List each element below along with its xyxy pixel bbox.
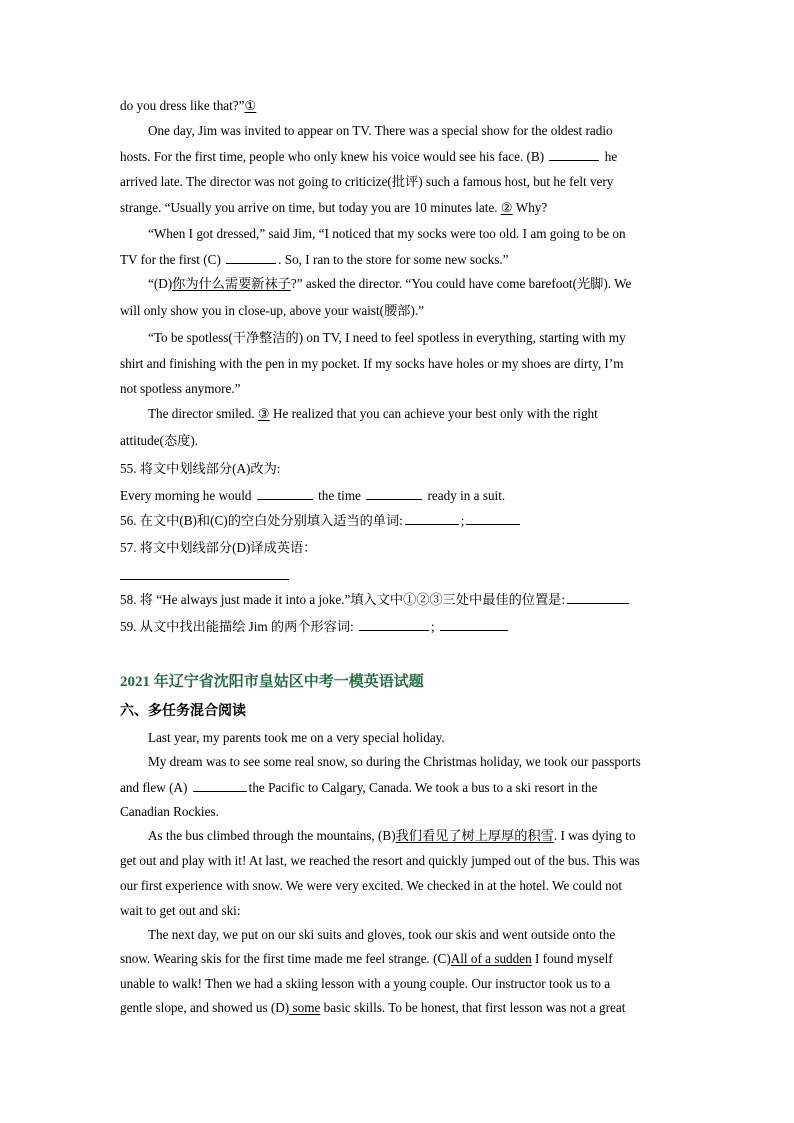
question-55: 55. 将文中划线部分(A)改为: xyxy=(120,461,281,476)
underlined-part-c: All of a sudden xyxy=(450,951,532,966)
passage1-line: arrived late. The director was not going to criticize(批评) such a famous host, but he felt very xyxy=(120,174,614,189)
passage1-line: do you dress like that?”① xyxy=(120,98,257,113)
answer-blank-55-1[interactable] xyxy=(257,487,313,500)
passage1-line: TV for the first (C) . So, I ran to the store for some new socks.” xyxy=(120,252,509,267)
passage2-line: My dream was to see some real snow, so during the Christmas holiday, we took our passports xyxy=(148,754,641,769)
underlined-part-d2: some xyxy=(289,1000,321,1015)
answer-blank-56-1[interactable] xyxy=(405,512,459,525)
answer-blank-59-2[interactable] xyxy=(440,618,508,631)
passage1-line: shirt and finishing with the pen in my pocket. If my socks have holes or my shoes are dirty, I’m xyxy=(120,356,624,371)
blank-marker-2: ② xyxy=(500,200,513,215)
passage1-line: not spotless anymore.” xyxy=(120,381,241,396)
question-55-line: Every morning he would the time ready in a suit. xyxy=(120,488,506,503)
question-57: 57. 将文中划线部分(D)译成英语： xyxy=(120,540,317,555)
passage2-line: and flew (A) the Pacific to Calgary, Canada. We took a bus to a ski resort in the xyxy=(120,780,598,795)
passage2-line: wait to get out and ski: xyxy=(120,903,241,918)
passage1-line: strange. “Usually you arrive on time, but today you are 10 minutes late. ② Why? xyxy=(120,200,548,215)
answer-blank-c[interactable] xyxy=(226,251,276,264)
answer-blank-a[interactable] xyxy=(193,779,247,792)
passage2-line: our first experience with snow. We were very excited. We checked in at the hotel. We could not xyxy=(120,878,623,893)
question-58: 58. 将 “He always just made it into a joke.”填入文中①②③三处中最佳的位置是: xyxy=(120,591,680,608)
answer-blank-58[interactable] xyxy=(567,591,629,604)
passage2-line: gentle slope, and showed us (D) some basic skills. To be honest, that first lesson was not a great xyxy=(120,1000,626,1015)
passage2-line: unable to walk! Then we had a skiing lesson with a young couple. Our instructor took us to a xyxy=(120,976,611,991)
passage1-line: One day, Jim was invited to appear on TV. There was a special show for the oldest radio xyxy=(148,123,613,138)
blank-marker-1: ① xyxy=(244,98,257,113)
passage2-line: As the bus climbed through the mountains, (B)我们看见了树上厚厚的积雪. I was dying to xyxy=(148,828,636,843)
passage2-line: get out and play with it! At last, we reached the resort and quickly jumped out of the bus. This was xyxy=(120,853,640,868)
exam-title: 2021 年辽宁省沈阳市皇姑区中考一模英语试题 xyxy=(120,674,424,690)
underlined-part-d: 你为什么需要新袜子 xyxy=(172,276,291,291)
answer-blank-56-2[interactable] xyxy=(466,512,520,525)
question-59: 59. 从文中找出能描绘 Jim 的两个形容词: ; xyxy=(120,618,680,635)
passage2-line: snow. Wearing skis for the first time made me feel strange. (C)All of a sudden I found myself xyxy=(120,951,613,966)
passage1-line: “To be spotless(干净整洁的) on TV, I need to feel spotless in everything, starting with my xyxy=(148,330,626,345)
passage2-line: The next day, we put on our ski suits and gloves, took our skis and went outside onto the xyxy=(148,927,616,942)
section-title: 六、多任务混合阅读 xyxy=(120,704,246,719)
answer-blank-57[interactable] xyxy=(120,579,289,580)
answer-blank-55-2[interactable] xyxy=(366,487,422,500)
underlined-part-b: 我们看见了树上厚厚的积雪 xyxy=(395,828,554,843)
passage1-line: hosts. For the first time, people who only knew his voice would see his face. (B) he xyxy=(120,149,618,164)
answer-blank-b[interactable] xyxy=(549,148,599,161)
answer-blank-59-1[interactable] xyxy=(359,618,429,631)
passage2-line: Last year, my parents took me on a very special holiday. xyxy=(148,730,445,745)
passage2-line: Canadian Rockies. xyxy=(120,804,219,819)
passage1-line: The director smiled. ③ He realized that you can achieve your best only with the right xyxy=(148,406,598,421)
passage1-line: will only show you in close-up, above your waist(腰部).” xyxy=(120,303,424,318)
blank-marker-3: ③ xyxy=(257,406,270,421)
passage1-line: “(D)你为什么需要新袜子?” asked the director. “You could have come barefoot(光脚). We xyxy=(148,276,632,291)
passage1-line: attitude(态度). xyxy=(120,433,199,448)
passage1-line: “When I got dressed,” said Jim, “I noticed that my socks were too old. I am going to be on xyxy=(148,226,626,241)
question-56: 56. 在文中(B)和(C)的空白处分别填入适当的单词: ; xyxy=(120,512,680,529)
